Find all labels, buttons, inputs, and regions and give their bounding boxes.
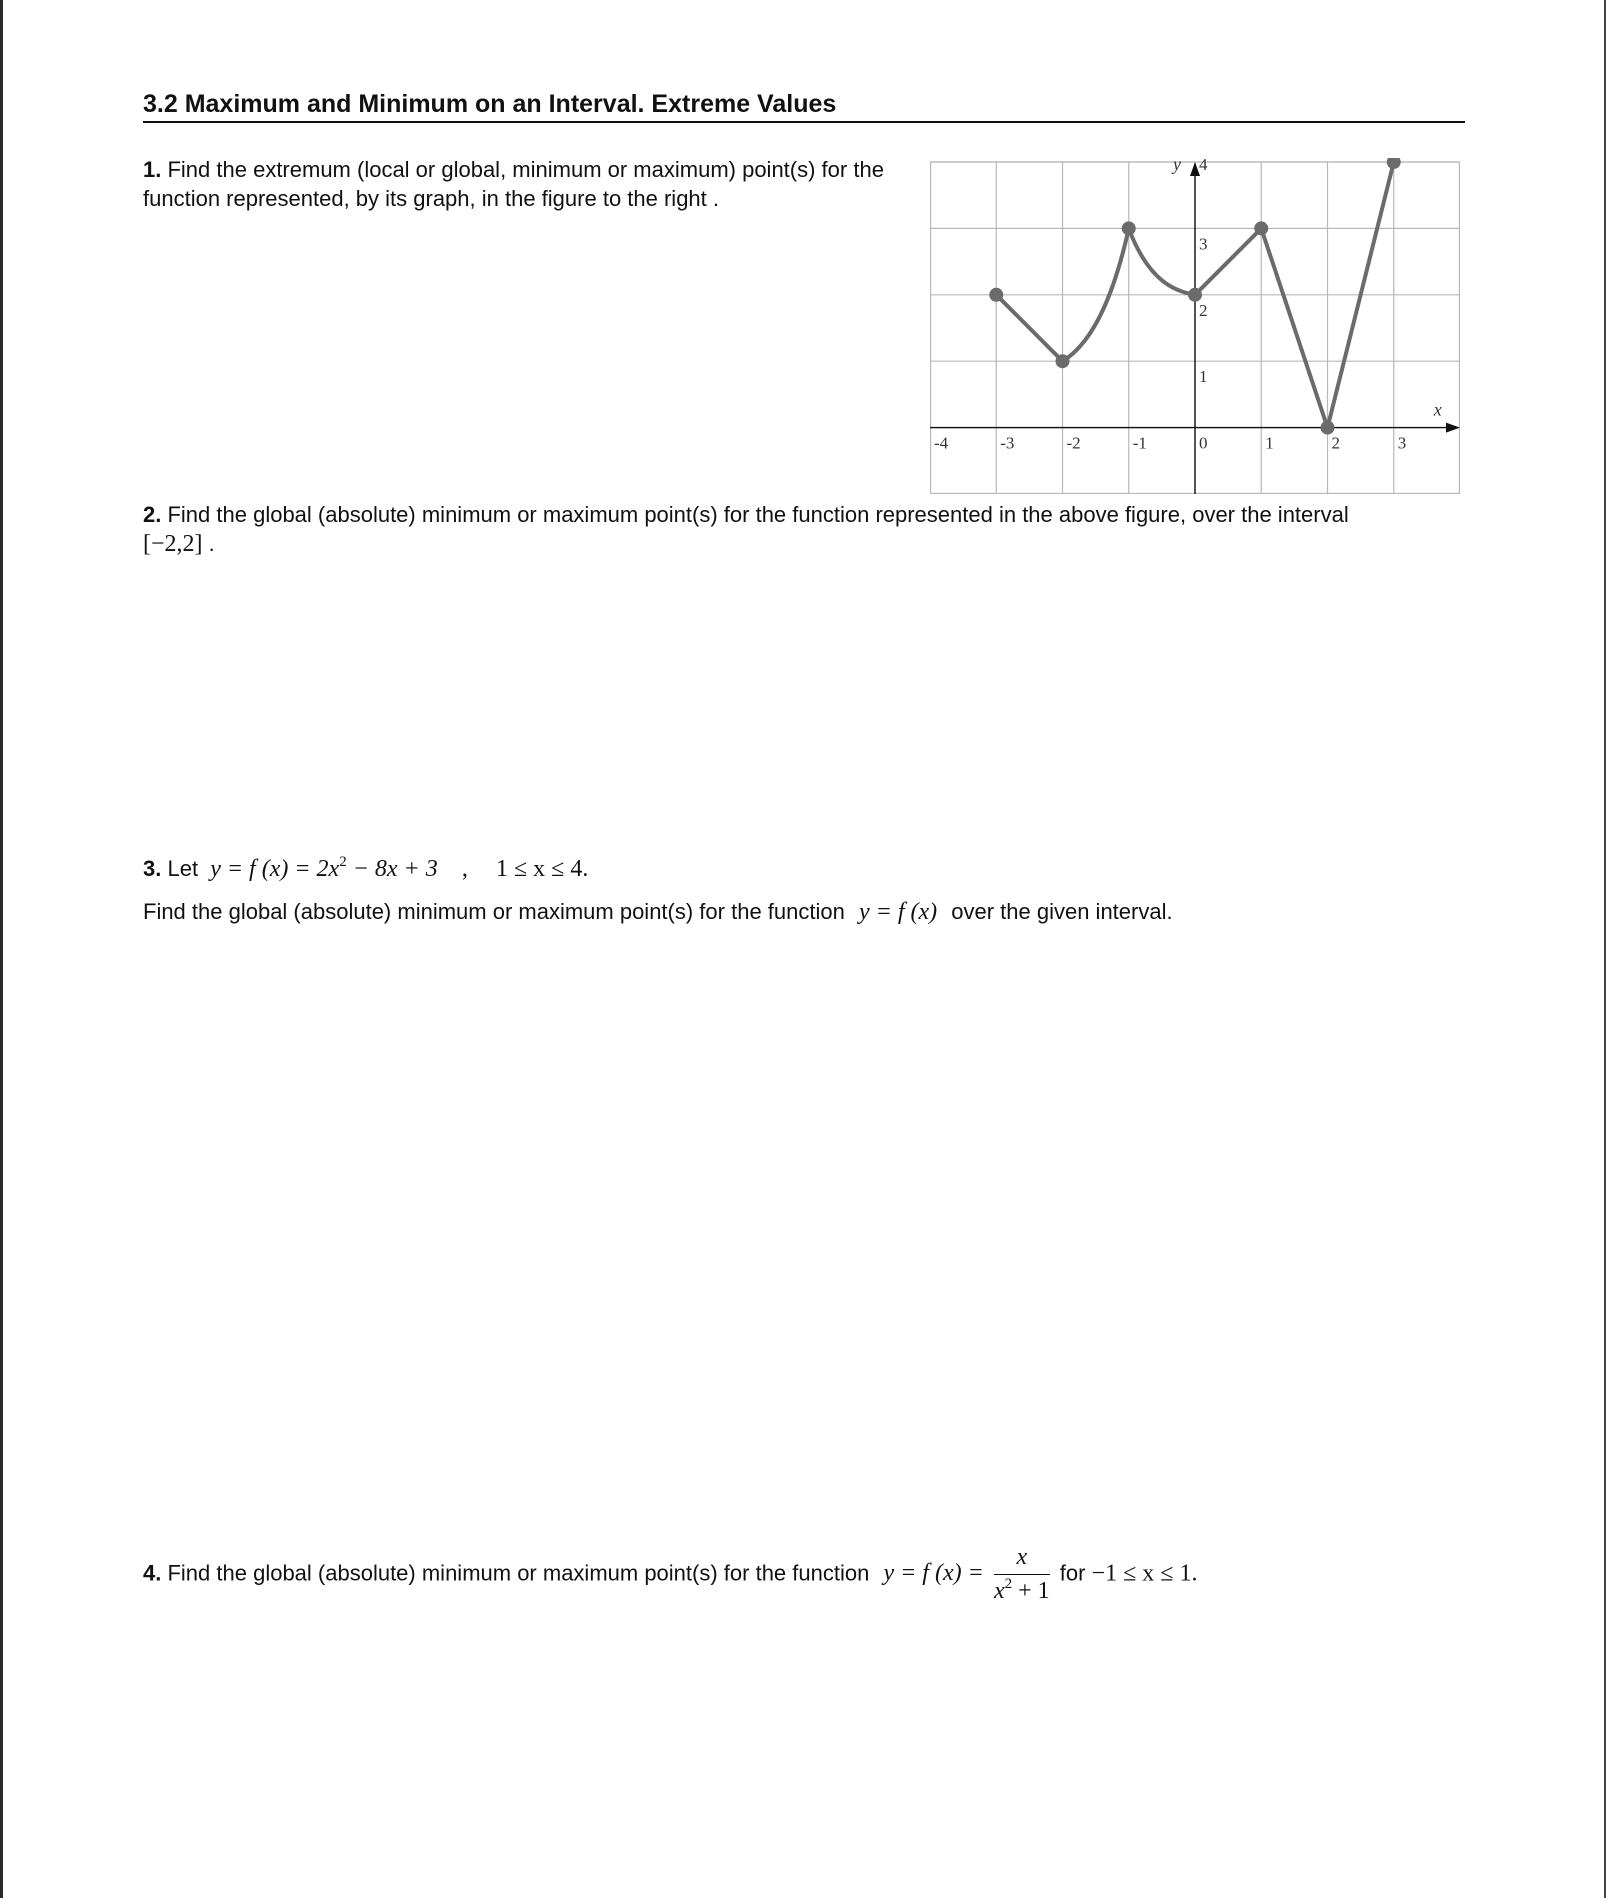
question-3-function-lhs: y = f (x) = 2x — [210, 856, 340, 882]
y-tick-label: 2 — [1199, 300, 1208, 320]
y-tick-label: 1 — [1199, 367, 1208, 387]
question-2-end: . — [208, 531, 215, 556]
question-4-number: 4. — [143, 1560, 162, 1586]
x-tick-label: 0 — [1199, 433, 1208, 453]
question-3-number: 3. — [143, 856, 162, 881]
marked-point — [1387, 158, 1401, 169]
question-3 — [143, 854, 1483, 884]
y-tick-label: 4 — [1199, 158, 1208, 174]
question-2-interval: [−2,2] — [143, 531, 203, 557]
x-tick-label: -2 — [1066, 433, 1081, 453]
curve-segment — [1261, 228, 1327, 427]
page-title: 3.2 Maximum and Minimum on an Interval. Extreme Values — [143, 90, 1465, 123]
question-1-text: Find the extremum (local or global, minimum or maximum) point(s) for the function represented, by its graph, in the figure to the right . — [143, 157, 884, 211]
marked-point — [1321, 421, 1335, 435]
marked-point — [989, 288, 1003, 302]
question-3-end: . — [582, 856, 589, 882]
question-2-number: 2. — [143, 502, 162, 527]
question-1 — [143, 155, 903, 213]
question-3-function-exponent: 2 — [339, 854, 347, 870]
marked-point — [1122, 221, 1136, 235]
question-4-fraction-denominator — [994, 1575, 1050, 1606]
question-3-task — [143, 897, 1483, 927]
question-3-task-text-a: Find the global (absolute) minimum or maximum point(s) for the function — [143, 899, 845, 924]
question-3-function-ref: y = f (x) — [858, 899, 938, 925]
question-4-fraction-numerator: x — [994, 1543, 1050, 1575]
question-2 — [143, 500, 1483, 559]
question-4-text: Find the global (absolute) minimum or maximum point(s) for the function — [167, 1560, 870, 1586]
y-tick-label: 3 — [1199, 234, 1208, 254]
question-3-function-rhs: − 8x + 3 — [346, 856, 438, 882]
question-3-let: Let — [167, 856, 199, 881]
question-4-interval: −1 ≤ x ≤ 1 — [1091, 1560, 1192, 1587]
x-tick-label: 2 — [1331, 433, 1340, 453]
page-edge-left — [0, 0, 3, 1898]
curve-segment — [1129, 228, 1195, 294]
marked-point — [1056, 354, 1070, 368]
question-4-for: for — [1059, 1560, 1086, 1586]
y-axis-label: y — [1173, 158, 1181, 174]
question-3-function — [204, 856, 438, 882]
function-graph — [930, 158, 1460, 494]
question-4-denominator-base: x — [993, 1578, 1005, 1604]
x-tick-label: -3 — [1000, 433, 1015, 453]
question-4-fraction — [994, 1543, 1050, 1606]
x-tick-label: -1 — [1132, 433, 1147, 453]
question-3-separator: , — [461, 856, 468, 882]
marked-point — [1254, 221, 1268, 235]
question-4 — [143, 1543, 1483, 1606]
question-4-denominator-rest: + 1 — [1012, 1578, 1050, 1604]
question-1-number: 1. — [143, 157, 162, 182]
x-tick-label: 3 — [1397, 433, 1407, 453]
graph-tick-labels — [934, 158, 1406, 494]
question-2-text: Find the global (absolute) minimum or maximum point(s) for the function represented in the above figure, over the interval — [167, 502, 1349, 527]
x-axis-arrow — [1446, 423, 1460, 433]
curve-segment — [996, 295, 1062, 361]
question-4-end: . — [1191, 1560, 1198, 1587]
x-tick-label: -4 — [934, 433, 949, 453]
question-3-interval: 1 ≤ x ≤ 4 — [496, 856, 583, 882]
marked-point — [1188, 288, 1202, 302]
question-3-task-text-b: over the given interval. — [951, 899, 1173, 924]
question-4-denominator-exponent: 2 — [1004, 1576, 1013, 1592]
x-axis-label: x — [1433, 399, 1442, 420]
x-tick-label: 1 — [1265, 433, 1274, 453]
question-4-function-lhs: y = f (x) = — [883, 1560, 984, 1587]
